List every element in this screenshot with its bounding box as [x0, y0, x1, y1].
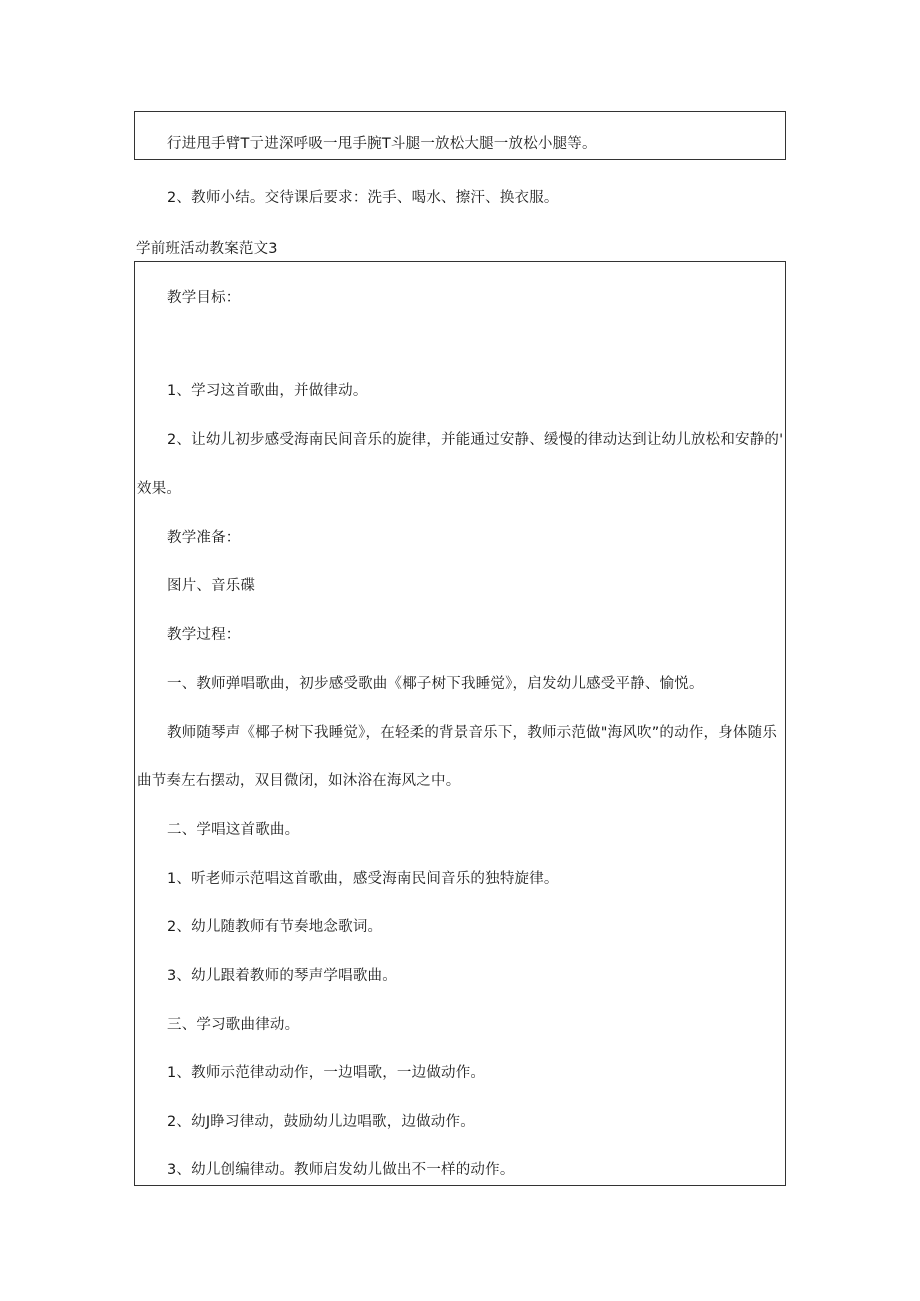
step-2-1: 1、听老师示范唱这首歌曲，感受海南民间音乐的独特旋律。 [167, 871, 559, 887]
step-2-3: 3、幼儿跟着教师的琴声学唱歌曲。 [167, 968, 397, 984]
summary-line: 2、教师小结。交待课后要求：洗手、喝水、擦汗、换衣服。 [167, 190, 559, 206]
step-3-3: 3、幼儿创编律动。教师启发幼儿做出不一样的动作。 [167, 1162, 515, 1178]
process-heading: 教学过程： [167, 627, 241, 643]
step-3-2: 2、幼J睁习律动，鼓励幼儿边唱歌，边做动作。 [167, 1114, 475, 1130]
goal-2-line-1: 2、让幼儿初步感受海南民间音乐的旋律，并能通过安静、缓慢的律动达到让幼儿放松和安静的' [167, 432, 784, 448]
prep-heading: 教学准备： [167, 530, 241, 546]
step-3: 三、学习歌曲律动。 [167, 1017, 300, 1033]
goal-2-line-2: 效果。 [137, 481, 182, 497]
step-3-1: 1、教师示范律动动作，一边唱歌，一边做动作。 [167, 1065, 486, 1081]
goals-heading: 教学目标： [167, 290, 241, 306]
top-box-text: 行进甩手臂T亍进深呼吸一甩手腕T斗腿一放松大腿一放松小腿等。 [167, 136, 597, 152]
step-2-2: 2、幼儿随教师有节奏地念歌词。 [167, 919, 383, 935]
step-1-detail-line-1: 教师随琴声《椰子树下我睡觉》，在轻柔的背景音乐下，教师示范做"海风吹”的动作，身体随乐 [167, 725, 778, 741]
goal-1: 1、学习这首歌曲，并做律动。 [167, 383, 368, 399]
prep-items: 图片、音乐碟 [167, 578, 256, 594]
step-2: 二、学唱这首歌曲。 [167, 822, 300, 838]
step-1-detail-line-2: 曲节奏左右摆动，双目微闭，如沐浴在海风之中。 [137, 773, 461, 789]
step-1: 一、教师弹唱歌曲，初步感受歌曲《椰子树下我睡觉》，启发幼儿感受平静、愉悦。 [167, 676, 704, 692]
section-title: 学前班活动教案范文3 [136, 241, 278, 257]
